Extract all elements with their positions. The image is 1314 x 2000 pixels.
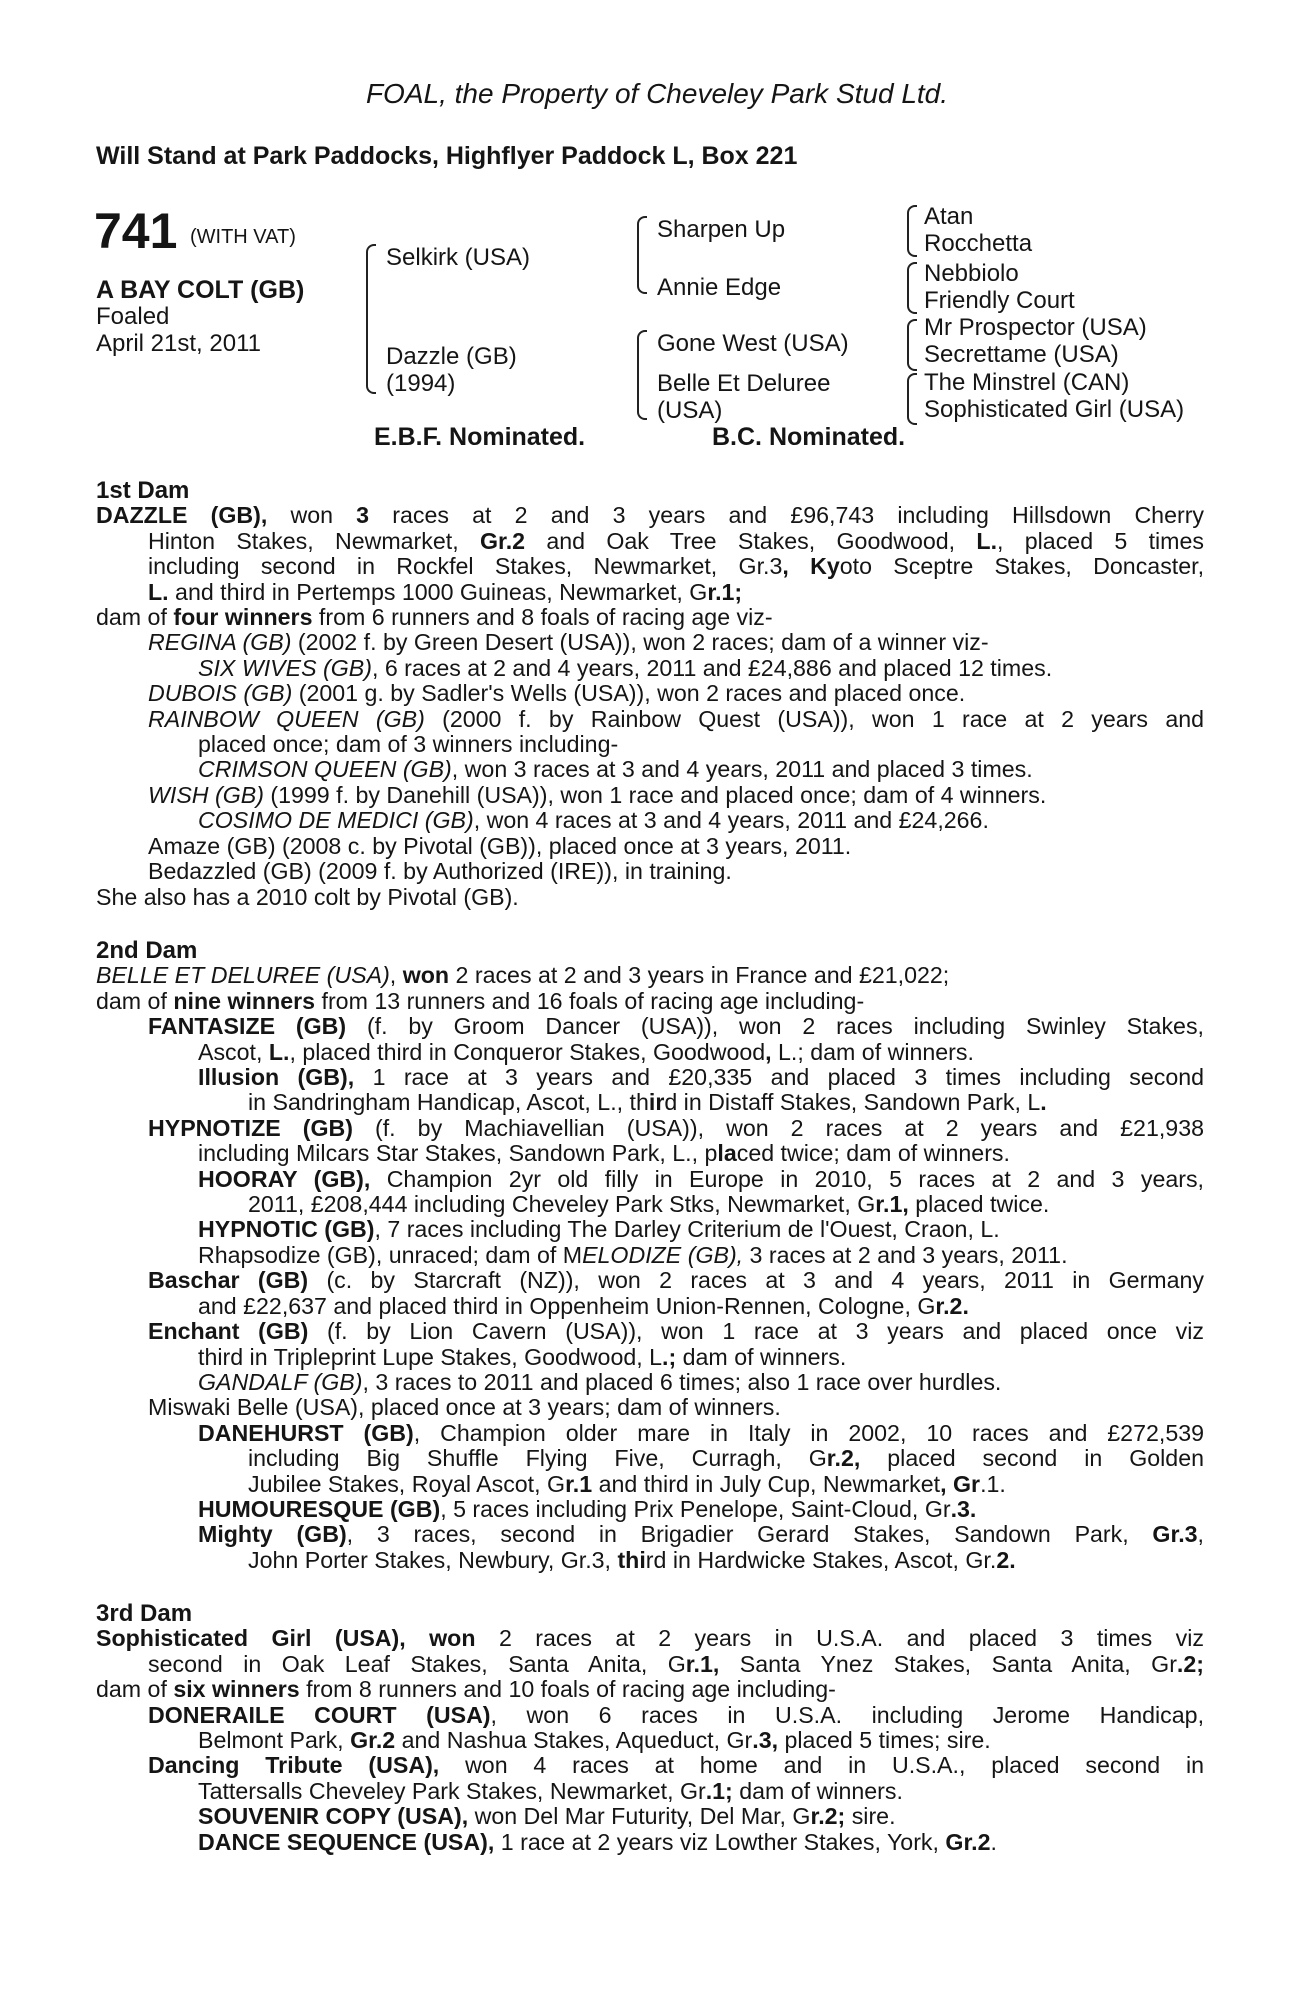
dam-line: She also has a 2010 colt by Pivotal (GB).	[96, 883, 519, 910]
vat-note: (WITH VAT)	[190, 226, 296, 248]
dam-line: dam of nine winners from 13 runners and 16 foals of racing age including-	[96, 987, 865, 1014]
sire: Selkirk (USA)	[386, 244, 531, 271]
dam-line: DANEHURST (GB), Champion older mare in Italy in 2002, 10 races and £272,539	[198, 1419, 1205, 1446]
dam-line: Ascot, L., placed third in Conqueror Stakes, Goodwood, L.; dam of winners.	[198, 1038, 974, 1065]
dam-line: GANDALF (GB), 3 races to 2011 and placed 6 times; also 1 race over hurdles.	[198, 1368, 1002, 1395]
sire-dam: Annie Edge	[657, 274, 782, 301]
pedigree-brace	[637, 330, 647, 420]
dam-dam-country: (USA)	[657, 397, 723, 424]
foaled-label: Foaled	[96, 303, 170, 330]
dam-sire: Gone West (USA)	[657, 330, 849, 357]
dam-line: Enchant (GB) (f. by Lion Cavern (USA)), won 1 race at 3 years and placed once viz	[148, 1318, 1204, 1345]
pedigree-brace	[907, 373, 917, 425]
second-dam-heading: 2nd Dam	[96, 937, 198, 964]
dam-line: in Sandringham Handicap, Ascot, L., third in Distaff Stakes, Sandown Park, L.	[248, 1089, 1047, 1116]
ebf-nominated: E.B.F. Nominated.	[374, 423, 586, 451]
dam-line: Jubilee Stakes, Royal Ascot, Gr.1 and third in July Cup, Newmarket, Gr.1.	[248, 1470, 1006, 1497]
dam-line: BELLE ET DELUREE (USA), won 2 races at 2 and 3 years in France and £21,022;	[96, 962, 950, 989]
ggp-7: The Minstrel (CAN)	[924, 369, 1130, 396]
ggp-3: Nebbiolo	[924, 260, 1019, 287]
dam-year: (1994)	[386, 370, 456, 397]
dam-line: second in Oak Leaf Stakes, Santa Anita, Gr.1, Santa Ynez Stakes, Santa Anita, Gr.2;	[148, 1650, 1204, 1677]
dam-line: CRIMSON QUEEN (GB), won 3 races at 3 and 4 years, 2011 and placed 3 times.	[198, 756, 1033, 783]
lot-number: 741	[94, 203, 178, 259]
ggp-6: Secrettame (USA)	[924, 341, 1119, 368]
dam-line: DAZZLE (GB), won 3 races at 2 and 3 years and £96,743 including Hillsdown Cherry	[96, 502, 1205, 529]
bc-nominated: B.C. Nominated.	[712, 423, 906, 451]
dam-line: HYPNOTIZE (GB) (f. by Machiavellian (USA)), won 2 races at 2 years and £21,938	[148, 1114, 1204, 1141]
dam-line: Tattersalls Cheveley Park Stakes, Newmarket, Gr.1; dam of winners.	[198, 1777, 903, 1804]
owner-line: FOAL, the Property of Cheveley Park Stud Ltd.	[365, 78, 949, 109]
third-dam-section	[96, 1601, 1204, 1855]
first-dam-section	[96, 478, 1204, 910]
dam-line: third in Tripleprint Lupe Stakes, Goodwood, L.; dam of winners.	[198, 1343, 847, 1370]
dam-line: Amaze (GB) (2008 c. by Pivotal (GB)), placed once at 3 years, 2011.	[148, 832, 852, 859]
dam-line: including Big Shuffle Flying Five, Curragh, Gr.2, placed second in Golden	[248, 1445, 1204, 1472]
dam-line: RAINBOW QUEEN (GB) (2000 f. by Rainbow Quest (USA)), won 1 race at 2 years and	[148, 705, 1205, 732]
dam-line: Dancing Tribute (USA), won 4 races at home and in U.S.A., placed second in	[148, 1752, 1204, 1779]
dam-line: placed once; dam of 3 winners including-	[198, 731, 619, 758]
pedigree-brace	[907, 205, 917, 257]
lot-description: A BAY COLT (GB)	[96, 276, 305, 304]
dam-line: Bedazzled (GB) (2009 f. by Authorized (IRE)), in training.	[148, 858, 732, 885]
dam-line: COSIMO DE MEDICI (GB), won 4 races at 3 and 4 years, 2011 and £24,266.	[198, 807, 989, 834]
third-dam-heading: 3rd Dam	[96, 1600, 193, 1627]
ggp-5: Mr Prospector (USA)	[924, 314, 1147, 341]
dam-line: John Porter Stakes, Newbury, Gr.3, third in Hardwicke Stakes, Ascot, Gr.2.	[248, 1546, 1016, 1573]
dam-line: 2011, £208,444 including Cheveley Park Stks, Newmarket, Gr.1, placed twice.	[248, 1191, 1050, 1218]
dam-line: Illusion (GB), 1 race at 3 years and £20,335 and placed 3 times including second	[198, 1064, 1205, 1091]
dam-line: HOORAY (GB), Champion 2yr old filly in Europe in 2010, 5 races at 2 and 3 years,	[198, 1165, 1204, 1192]
ggp-4: Friendly Court	[924, 287, 1075, 314]
dam-line: REGINA (GB) (2002 f. by Green Desert (USA)), won 2 races; dam of a winner viz-	[148, 629, 989, 656]
second-dam-section	[96, 938, 1204, 1573]
dam-line: Mighty (GB), 3 races, second in Brigadier Gerard Stakes, Sandown Park, Gr.3,	[198, 1521, 1204, 1548]
dam-line: DUBOIS (GB) (2001 g. by Sadler's Wells (USA)), won 2 races and placed once.	[148, 680, 966, 707]
dam-line: SIX WIVES (GB), 6 races at 2 and 4 years, 2011 and £24,886 and placed 12 times.	[198, 654, 1053, 681]
ggp-1: Atan	[924, 203, 974, 230]
dam-line: including second in Rockfel Stakes, Newmarket, Gr.3, Kyoto Sceptre Stakes, Doncaster,	[148, 553, 1205, 580]
ggp-8: Sophisticated Girl (USA)	[924, 396, 1185, 423]
foaled-date: April 21st, 2011	[96, 330, 261, 357]
dam-line: Belmont Park, Gr.2 and Nashua Stakes, Aqueduct, Gr.3, placed 5 times; sire.	[198, 1727, 991, 1754]
pedigree-brace	[637, 216, 647, 294]
dam-line: WISH (GB) (1999 f. by Danehill (USA)), won 1 race and placed once; dam of 4 winners.	[148, 781, 1047, 808]
pedigree-brace	[366, 244, 376, 394]
pedigree-brace	[907, 319, 917, 371]
dam-line: SOUVENIR COPY (USA), won Del Mar Futurity, Del Mar, Gr.2; sire.	[198, 1803, 896, 1830]
pedigree-brace	[907, 262, 917, 314]
location-line: Will Stand at Park Paddocks, Highflyer Paddock L, Box 221	[96, 142, 798, 170]
dam-line: DONERAILE COURT (USA), won 6 races in U.S.A. including Jerome Handicap,	[148, 1701, 1205, 1728]
dam-line: DANCE SEQUENCE (USA), 1 race at 2 years viz Lowther Stakes, York, Gr.2.	[198, 1828, 997, 1855]
first-dam-heading: 1st Dam	[96, 477, 190, 504]
dam-line: Miswaki Belle (USA), placed once at 3 years; dam of winners.	[148, 1394, 781, 1421]
dam-line: Baschar (GB) (c. by Starcraft (NZ)), won 2 races at 3 and 4 years, 2011 in Germany	[148, 1267, 1205, 1294]
dam-line: dam of four winners from 6 runners and 8 foals of racing age viz-	[96, 604, 773, 631]
sire-sire: Sharpen Up	[657, 216, 786, 243]
dam-line: Sophisticated Girl (USA), won 2 races at 2 years in U.S.A. and placed 3 times viz	[96, 1625, 1204, 1652]
dam-line: and £22,637 and placed third in Oppenheim Union-Rennen, Cologne, Gr.2.	[198, 1292, 969, 1319]
dam-line: Rhapsodize (GB), unraced; dam of MELODIZE (GB), 3 races at 2 and 3 years, 2011.	[198, 1241, 1068, 1268]
dam-line: HYPNOTIC (GB), 7 races including The Darley Criterium de l'Ouest, Craon, L.	[198, 1216, 1000, 1243]
ggp-2: Rocchetta	[924, 230, 1033, 257]
dam-line: L. and third in Pertemps 1000 Guineas, Newmarket, Gr.1;	[148, 578, 743, 605]
dam-line: FANTASIZE (GB) (f. by Groom Dancer (USA)), won 2 races including Swinley Stakes,	[148, 1013, 1204, 1040]
dam-line: dam of six winners from 8 runners and 10 foals of racing age including-	[96, 1676, 836, 1703]
dam-line: including Milcars Star Stakes, Sandown Park, L., placed twice; dam of winners.	[198, 1140, 1010, 1167]
dam-line: Hinton Stakes, Newmarket, Gr.2 and Oak Tree Stakes, Goodwood, L., placed 5 times	[148, 527, 1204, 554]
dam: Dazzle (GB)	[386, 343, 517, 370]
dam-line: HUMOURESQUE (GB), 5 races including Prix Penelope, Saint-Cloud, Gr.3.	[198, 1495, 977, 1522]
dam-dam: Belle Et Deluree	[657, 370, 831, 397]
